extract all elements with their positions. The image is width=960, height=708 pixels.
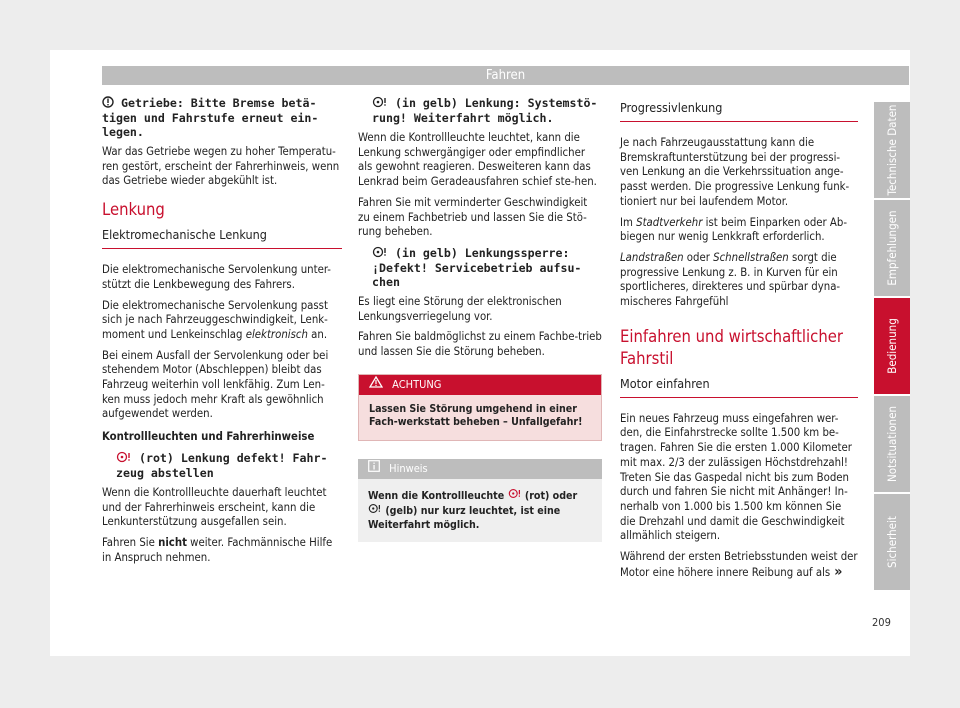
tab-label: Technische Daten xyxy=(885,104,899,196)
steering-lock-warning-text: (in gelb) Lenkungssperre: ¡Defekt! Servicebetrieb aufsu-chen xyxy=(372,245,582,289)
paragraph xyxy=(620,216,858,245)
subsection-heading-progressivlenkung: Progressivlenkung xyxy=(620,100,858,122)
tab-label: Notsituationen xyxy=(885,405,899,483)
paragraph xyxy=(620,550,858,580)
gearbox-warning-icon xyxy=(102,96,114,111)
warning-box xyxy=(358,374,602,441)
tab-technische-daten[interactable] xyxy=(874,102,910,198)
paragraph: Je nach Fahrzeugausstattung kann die Bremskraftunterstützung bei der progressi-ven Lenkung an die Verkehrssituation ange-passt werden. Die progressive Lenkung funk-tioniert nur bei laufendem Motor. xyxy=(620,136,850,208)
paragraph xyxy=(102,536,342,565)
warning-box-header xyxy=(359,375,601,395)
subsection-heading-motor-einfahren: Motor einfahren xyxy=(620,376,858,398)
text: weiter. Fachmännische Hilfe in Anspruch nehmen. xyxy=(102,535,333,564)
paragraph xyxy=(620,251,858,310)
info-icon xyxy=(368,459,380,479)
note-box-title: Hinweis xyxy=(389,461,428,475)
warning-triangle-icon xyxy=(369,375,383,395)
paragraph: Bei einem Ausfall der Servolenkung oder bei stehendem Motor (Abschleppen) bleibt das Fahrzeug weiterhin voll lenkfähig. Zum Len-ken muss jedoch mehr Kraft als gewöhnlich aufgewendet werden. xyxy=(102,348,329,421)
steering-yellow-warning-text: (in gelb) Lenkung: Systemstö-rung! Weiterfahrt möglich. xyxy=(372,96,598,125)
text: Im xyxy=(620,215,637,229)
steering-yellow-warning-heading xyxy=(358,96,602,125)
page-number: 209 xyxy=(872,616,891,629)
column-3 xyxy=(620,96,858,586)
steering-warning-icon-red xyxy=(508,488,522,504)
steering-lock-warning-heading xyxy=(358,246,602,289)
steering-lock-icon xyxy=(372,246,388,261)
subsection-heading: Elektromechanische Lenkung xyxy=(102,227,342,249)
tab-label: Bedienung xyxy=(885,318,899,374)
column-1 xyxy=(102,96,342,571)
text: Wenn die Kontrollleuchte xyxy=(368,489,508,502)
page-header: Fahren xyxy=(102,66,909,85)
column-2 xyxy=(358,96,602,542)
tab-notsituationen[interactable] xyxy=(874,396,910,492)
continued-arrow: » xyxy=(834,563,843,580)
steering-red-warning-text: (rot) Lenkung defekt! Fahr-zeug abstellen xyxy=(116,450,328,480)
section-heading-einfahren: Einfahren und wirtschaftlicher Fahrstil xyxy=(620,326,843,368)
paragraph xyxy=(102,299,342,343)
paragraph: Fahren Sie baldmöglichst zu einem Fachbe-trieb und lassen Sie die Störung beheben. xyxy=(358,330,602,359)
tab-sicherheit[interactable] xyxy=(874,494,910,590)
paragraph: Die elektromechanische Servolenkung unter-stützt die Lenkbewegung des Fahrers. xyxy=(102,263,331,291)
paragraph: Wenn die Kontrollleuchte leuchtet, kann die Lenkung schwergängiger oder empfindlicher als gewohnt reagieren. Desweiteren kann das Lenkrad beim Geradeausfahren schief ste-hen. xyxy=(358,131,597,189)
paragraph: War das Getriebe wegen zu hoher Temperatu-ren gestört, erscheint der Fahrerhinweis, wenn das Getriebe wieder abgekühlt ist. xyxy=(102,145,340,188)
paragraph: Es liegt eine Störung der elektronischen Lenkungsverriegelung vor. xyxy=(358,294,562,323)
steering-warning-icon xyxy=(372,96,388,111)
emphasis: Stadtverkehr xyxy=(636,215,703,229)
note-box-text xyxy=(358,479,602,543)
emphasis: Schnellstraßen xyxy=(713,250,789,264)
note-box xyxy=(358,459,602,543)
text: oder xyxy=(683,250,714,264)
manual-page xyxy=(50,50,910,656)
warning-box-title: ACHTUNG xyxy=(392,377,442,391)
sub-heading-kontrollleuchten: Kontrollleuchten und Fahrerhinweise xyxy=(102,430,315,444)
bold-text: nicht xyxy=(158,535,187,549)
steering-red-warning-heading xyxy=(102,451,342,480)
text: an. xyxy=(307,327,328,341)
text: Fahren Sie xyxy=(102,535,159,549)
steering-warning-icon xyxy=(368,503,382,519)
emphasis: elektronisch xyxy=(245,327,308,341)
paragraph: Fahren Sie mit verminderter Geschwindigkeit zu einem Fachbetrieb und lassen Sie die Stö-rung beheben. xyxy=(358,195,588,239)
text: Die elektromechanische Servolenkung passt sich je nach Fahrzeuggeschwindigkeit, Lenk-moment und Lenkeinschlag xyxy=(102,298,328,341)
steering-warning-icon-red xyxy=(116,451,132,466)
section-heading-lenkung: Lenkung xyxy=(102,200,165,220)
tab-label: Empfehlungen xyxy=(885,210,899,286)
text: ist beim Einparken oder Ab-biegen nur wenig Lenkkraft erforderlich. xyxy=(620,215,848,244)
text: sorgt die progressive Lenkung z. B. in Kurven für ein sportlicheres, direkteres und spürbar dyna-mischeres Fahrgefühl xyxy=(620,250,841,309)
gearbox-warning-heading xyxy=(102,96,342,139)
gearbox-warning-text: Getriebe: Bitte Bremse betä-tigen und Fahrstufe erneut ein-legen. xyxy=(102,96,319,139)
tab-label: Sicherheit xyxy=(885,516,899,568)
text: (gelb) nur kurz leuchtet, ist eine Weiterfahrt möglich. xyxy=(368,504,561,531)
warning-box-text: Lassen Sie Störung umgehend in einer Fach-werkstatt beheben – Unfallgefahr! xyxy=(359,395,601,440)
text: (rot) oder xyxy=(521,489,578,502)
paragraph: Ein neues Fahrzeug muss eingefahren wer-den, die Einfahrstrecke sollte 1.500 km be-tragen. Fahren Sie die ersten 1.000 Kilometer mit max. 2/3 der zulässigen Höchstdrehzahl! Treten Sie das Gaspedal nicht bis zum Boden durch und fahren Sie nicht mit Anhänger! In-nerhalb von 1.000 bis 1.500 km können Sie die Drehzahl und damit die Geschwindigkeit allmählich steigern. xyxy=(620,411,852,543)
tab-bedienung[interactable] xyxy=(874,298,910,394)
text: Während der ersten Betriebsstunden weist der Motor eine höhere innere Reibung auf als xyxy=(620,550,858,579)
note-box-header xyxy=(358,459,602,479)
emphasis: Landstraßen xyxy=(620,250,684,264)
paragraph: Wenn die Kontrollleuchte dauerhaft leuchtet und der Fahrerhinweis erscheint, kann die Lenkunterstützung ausgefallen sein. xyxy=(102,485,327,529)
tab-empfehlungen[interactable] xyxy=(874,200,910,296)
